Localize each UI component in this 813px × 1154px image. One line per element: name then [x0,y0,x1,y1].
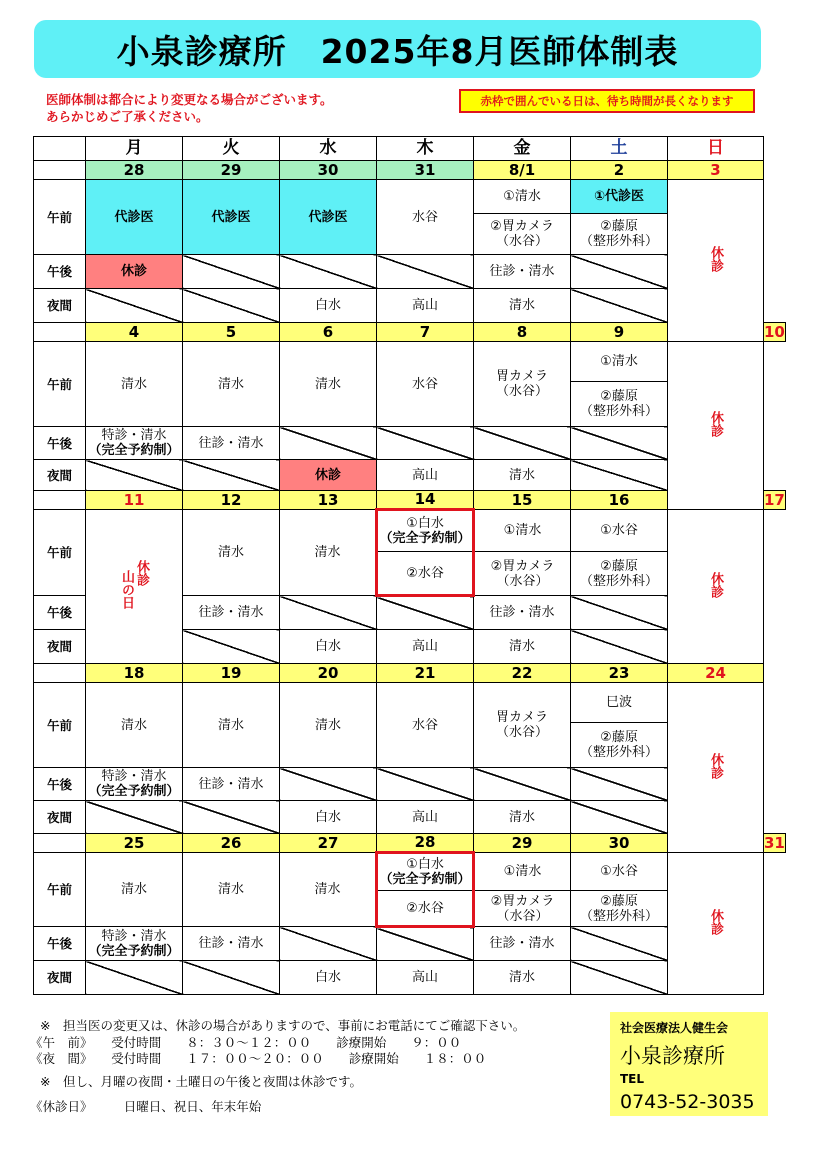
slash-cell [183,255,280,289]
schedule-cell: ①水谷 [571,510,668,552]
schedule-cell: ②胃カメラ （水谷） [474,891,571,927]
date-cell: 27 [280,834,377,853]
date-cell: 7 [377,323,474,342]
notice-line-1: 医師体制は都合により変更なる場合がございます。 [46,92,333,107]
date-label-cell [34,834,86,853]
date-cell: 23 [571,664,668,683]
schedule-cell: 清水 [474,961,571,995]
date-cell: 21 [377,664,474,683]
slash-cell [474,427,571,460]
page-title: 小泉診療所 2025年8月医師体制表 [116,31,679,71]
slash-cell [86,961,183,995]
schedule-cell: 清水 [86,342,183,427]
schedule-cell: 高山 [377,630,474,664]
schedule-cell: 特診・清水 （完全予約制） [86,768,183,801]
schedule-cell: ②藤原 （整形外科） [571,214,668,255]
contact-box [610,1012,768,1116]
slash-cell [280,768,377,801]
closed-label: 休診 [708,908,723,935]
slash-cell [183,801,280,834]
schedule-cell: 特診・清水 （完全予約制） [86,427,183,460]
date-cell: 26 [183,834,280,853]
date-cell: 29 [474,834,571,853]
slash-cell [183,289,280,323]
date-cell: 24 [668,664,764,683]
footer-closed-days: 《休診日》 日曜日、祝日、年末年始 [30,1099,262,1114]
schedule-cell: 清水 [474,289,571,323]
schedule-cell: 清水 [280,683,377,768]
schedule-cell: 高山 [377,460,474,491]
date-cell: 5 [183,323,280,342]
weekday-header-row [34,137,786,161]
date-cell: 2 [571,161,668,180]
schedule-cell: 代診医 [280,180,377,255]
closed-label: 休診 [708,245,723,272]
week1-date-row [34,161,786,180]
holiday-name: 山の日 [119,570,134,609]
notice-left [46,91,333,125]
corner-cell [34,137,86,161]
schedule-cell: ②藤原 （整形外科） [571,723,668,768]
slash-cell [280,255,377,289]
slash-cell [377,927,474,961]
date-cell: 18 [86,664,183,683]
schedule-cell: 清水 [183,510,280,596]
closed-label: 休診 [708,752,723,779]
schedule-cell: ①清水 [474,853,571,891]
date-cell: 20 [280,664,377,683]
schedule-cell: 往診・清水 [474,927,571,961]
schedule-cell: 白水 [280,630,377,664]
footer-am-hours: 《午 前》 受付時間 ８：３０～１２：００ 診療開始 ９：００ [30,1035,462,1050]
slash-cell [280,927,377,961]
title-banner [34,20,761,78]
row-label-pm: 午後 [34,427,86,460]
row-label-night: 夜間 [34,961,86,995]
slash-cell [571,427,668,460]
schedule-cell: 高山 [377,801,474,834]
date-cell: 3 [668,161,764,180]
schedule-cell: 高山 [377,289,474,323]
schedule-cell: ②藤原 （整形外科） [571,552,668,596]
date-label-cell [34,664,86,683]
closed-label: 休診 [134,560,149,586]
schedule-cell: 清水 [280,510,377,596]
date-cell: 4 [86,323,183,342]
slash-cell [86,801,183,834]
schedule-cell: 代診医 [183,180,280,255]
slash-cell [86,460,183,491]
date-label-cell [34,323,86,342]
organization-name: 社会医療法人健生会 [620,1021,729,1035]
notice-red-frame: 赤枠で囲んでいる日は、待ち時間が長くなります [459,89,755,113]
slash-cell [280,427,377,460]
date-cell: 28 [377,834,474,853]
schedule-cell: 水谷 [377,180,474,255]
schedule-cell: 清水 [280,342,377,427]
schedule-cell: ②藤原 （整形外科） [571,891,668,927]
date-cell: 22 [474,664,571,683]
slash-cell [571,289,668,323]
slash-cell [571,255,668,289]
schedule-cell: 白水 [280,289,377,323]
week4-date-row [34,664,786,683]
footer-night-hours: 《夜 間》 受付時間 １７：００～２０：００ 診療開始 １８：００ [30,1051,487,1066]
date-cell: 17 [764,490,785,509]
date-cell: 12 [183,491,280,510]
schedule-cell-red-frame: ②水谷 [377,891,474,927]
date-cell: 31 [377,161,474,180]
schedule-cell: 特診・清水 （完全予約制） [86,927,183,961]
slash-cell [571,630,668,664]
sunday-closed-cell [668,342,764,510]
schedule-cell: ①清水 [474,180,571,214]
row-label-night: 夜間 [34,289,86,323]
slash-cell [183,630,280,664]
date-cell: 6 [280,323,377,342]
slash-cell [571,927,668,961]
row-label-night: 夜間 [34,460,86,491]
schedule-cell: 水谷 [377,683,474,768]
slash-cell [377,255,474,289]
sunday-closed-cell [668,683,764,853]
sunday-closed-cell [668,853,764,995]
row-label-pm: 午後 [34,927,86,961]
slash-cell [571,768,668,801]
schedule-cell: 清水 [280,853,377,927]
schedule-cell: 清水 [474,801,571,834]
notice-line-2: あらかじめご了承ください。 [46,109,209,124]
row-label-night: 夜間 [34,801,86,834]
schedule-cell-red-frame: ①白水 （完全予約制） [377,853,474,891]
schedule-table [33,136,786,995]
schedule-cell: 巳波 [571,683,668,723]
schedule-cell: ①清水 [571,342,668,382]
row-label-am: 午前 [34,342,86,427]
schedule-cell: 往診・清水 [183,596,280,630]
date-cell: 15 [474,491,571,510]
date-cell: 16 [571,491,668,510]
row-label-pm: 午後 [34,255,86,289]
slash-cell [571,801,668,834]
footer-note-2: ※ 但し、月曜の夜間・土曜日の午後と夜間は休診です。 [40,1074,362,1089]
schedule-cell: 往診・清水 [183,927,280,961]
schedule-cell: 休診 [86,255,183,289]
date-cell: 28 [86,161,183,180]
slash-cell [571,460,668,491]
schedule-cell-red-frame: ②水谷 [377,552,474,596]
slash-cell [474,768,571,801]
weekday-thu: 木 [377,137,474,161]
schedule-cell: 水谷 [377,342,474,427]
schedule-cell: 清水 [183,683,280,768]
date-label-cell [34,161,86,180]
schedule-cell: ②胃カメラ （水谷） [474,552,571,596]
row-label-am: 午前 [34,853,86,927]
sunday-closed-cell [668,180,764,342]
slash-cell [571,961,668,995]
schedule-cell: 往診・清水 [474,596,571,630]
schedule-cell: ②胃カメラ （水谷） [474,214,571,255]
schedule-cell: 清水 [86,683,183,768]
schedule-cell: ①水谷 [571,853,668,891]
weekday-mon: 月 [86,137,183,161]
schedule-cell: 清水 [183,342,280,427]
date-cell: 30 [280,161,377,180]
schedule-cell: 胃カメラ （水谷） [474,342,571,427]
slash-cell [280,596,377,630]
schedule-cell: 休診 [280,460,377,491]
schedule-cell: 白水 [280,961,377,995]
phone-number[interactable]: 0743-52-3035 [620,1091,755,1113]
clinic-name: 小泉診療所 [620,1044,725,1068]
schedule-cell: 往診・清水 [474,255,571,289]
slash-cell [86,289,183,323]
date-cell: 30 [571,834,668,853]
slash-cell [377,768,474,801]
schedule-cell: 胃カメラ （水谷） [474,683,571,768]
closed-label: 休診 [708,410,723,437]
tel-label: TEL [620,1072,645,1086]
holiday-cell [86,510,183,664]
schedule-cell: 高山 [377,961,474,995]
row-label-am: 午前 [34,180,86,255]
date-cell: 31 [764,833,785,852]
date-cell: 10 [764,322,785,341]
row-label-night: 夜間 [34,630,86,664]
slash-cell [571,596,668,630]
weekday-fri: 金 [474,137,571,161]
schedule-cell-red-frame: ①白水 （完全予約制） [377,510,474,552]
date-cell: 13 [280,491,377,510]
schedule-cell: ①清水 [474,510,571,552]
date-cell: 8 [474,323,571,342]
row-label-am: 午前 [34,683,86,768]
schedule-cell: ②藤原 （整形外科） [571,382,668,427]
row-label-pm: 午後 [34,768,86,801]
slash-cell [377,427,474,460]
date-cell: 11 [86,491,183,510]
schedule-cell: 清水 [474,460,571,491]
sunday-closed-cell [668,510,764,664]
date-cell: 9 [571,323,668,342]
closed-label: 休診 [708,571,723,598]
schedule-cell: 白水 [280,801,377,834]
schedule-cell: 清水 [474,630,571,664]
slash-cell [377,596,474,630]
date-cell: 8/1 [474,161,571,180]
weekday-sat: 土 [571,137,668,161]
schedule-cell: 清水 [183,853,280,927]
date-cell: 25 [86,834,183,853]
schedule-cell: ①代診医 [571,180,668,214]
schedule-cell: 往診・清水 [183,427,280,460]
schedule-cell: 清水 [86,853,183,927]
date-cell: 19 [183,664,280,683]
date-cell: 29 [183,161,280,180]
weekday-sun: 日 [668,137,764,161]
weekday-wed: 水 [280,137,377,161]
footer-note-1: ※ 担当医の変更又は、休診の場合がありますので、事前にお電話にてご確認下さい。 [40,1018,526,1033]
date-label-cell [34,491,86,510]
schedule-cell: 代診医 [86,180,183,255]
slash-cell [183,460,280,491]
date-cell: 14 [377,491,474,510]
schedule-cell: 往診・清水 [183,768,280,801]
weekday-tue: 火 [183,137,280,161]
row-label-am: 午前 [34,510,86,596]
row-label-pm: 午後 [34,596,86,630]
slash-cell [183,961,280,995]
